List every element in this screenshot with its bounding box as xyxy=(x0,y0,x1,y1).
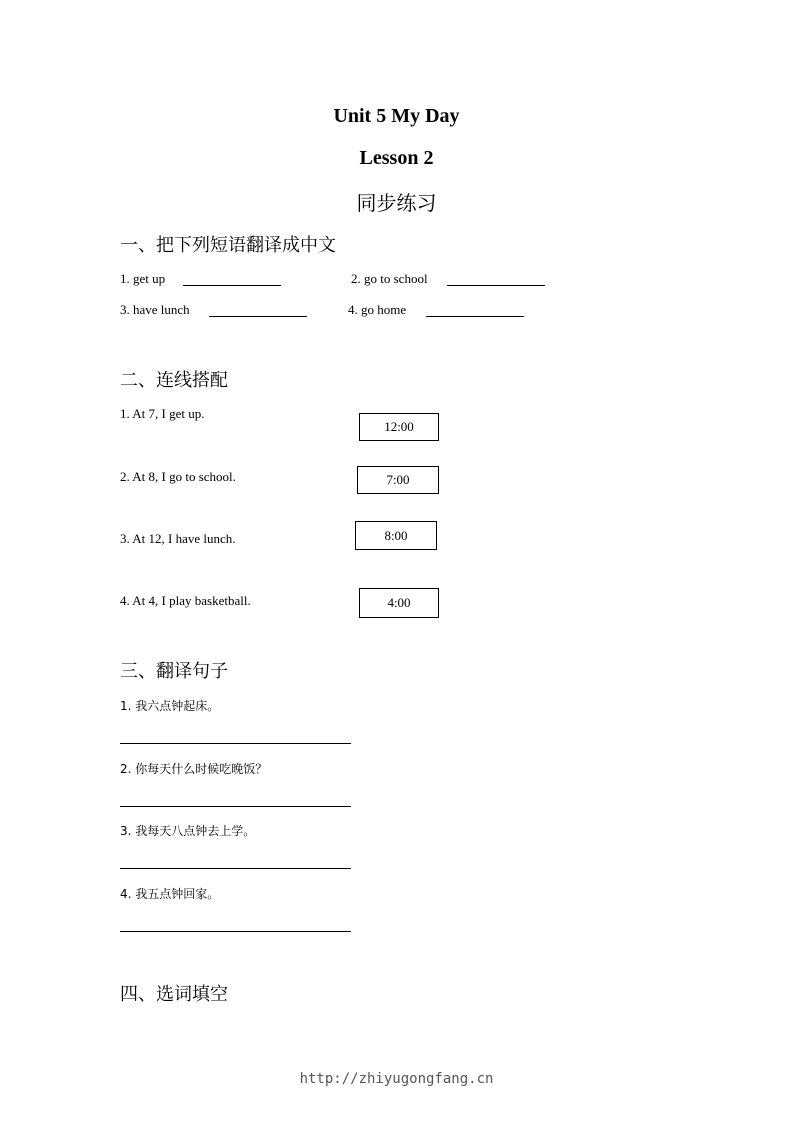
translate-line-4[interactable] xyxy=(120,931,351,932)
answer-blank-1[interactable] xyxy=(183,285,281,286)
section3-heading: 三、翻译句子 xyxy=(120,661,228,682)
section2-heading: 二、连线搭配 xyxy=(120,370,228,391)
match-sentence-3: 3. At 12, I have lunch. xyxy=(120,531,236,546)
lesson-title: Lesson 2 xyxy=(359,147,434,169)
document-subtitle: 同步练习 xyxy=(356,191,437,215)
translate-line-1[interactable] xyxy=(120,743,351,744)
section4-heading: 四、选词填空 xyxy=(120,984,228,1005)
time-box-4[interactable]: 4:00 xyxy=(359,588,439,618)
match-sentence-2: 2. At 8, I go to school. xyxy=(120,469,236,484)
match-sentence-1: 1. At 7, I get up. xyxy=(120,406,205,421)
section1-heading: 一、把下列短语翻译成中文 xyxy=(120,235,336,256)
translate-item-2: 2. 你每天什么时候吃晚饭？ xyxy=(120,762,268,776)
phrase-item-3: 3. have lunch xyxy=(120,302,190,317)
footer-url[interactable]: http://zhiyugongfang.cn xyxy=(299,1071,494,1087)
document-title: Unit 5 My Day xyxy=(333,105,460,127)
answer-blank-2[interactable] xyxy=(447,285,545,286)
translate-item-4: 4. 我五点钟回家。 xyxy=(120,887,220,901)
translate-line-2[interactable] xyxy=(120,806,351,807)
time-box-2[interactable]: 7:00 xyxy=(357,466,439,494)
phrase-item-4: 4. go home xyxy=(348,302,407,317)
match-sentence-4: 4. At 4, I play basketball. xyxy=(120,593,251,608)
translate-item-3: 3. 我每天八点钟去上学。 xyxy=(120,824,256,838)
time-box-1[interactable]: 12:00 xyxy=(359,413,439,441)
answer-blank-4[interactable] xyxy=(426,316,524,317)
phrase-item-2: 2. go to school xyxy=(351,271,428,286)
time-box-3[interactable]: 8:00 xyxy=(355,521,437,550)
translate-item-1: 1. 我六点钟起床。 xyxy=(120,699,220,713)
answer-blank-3[interactable] xyxy=(209,316,307,317)
translate-line-3[interactable] xyxy=(120,868,351,869)
phrase-item-1: 1. get up xyxy=(120,271,166,286)
